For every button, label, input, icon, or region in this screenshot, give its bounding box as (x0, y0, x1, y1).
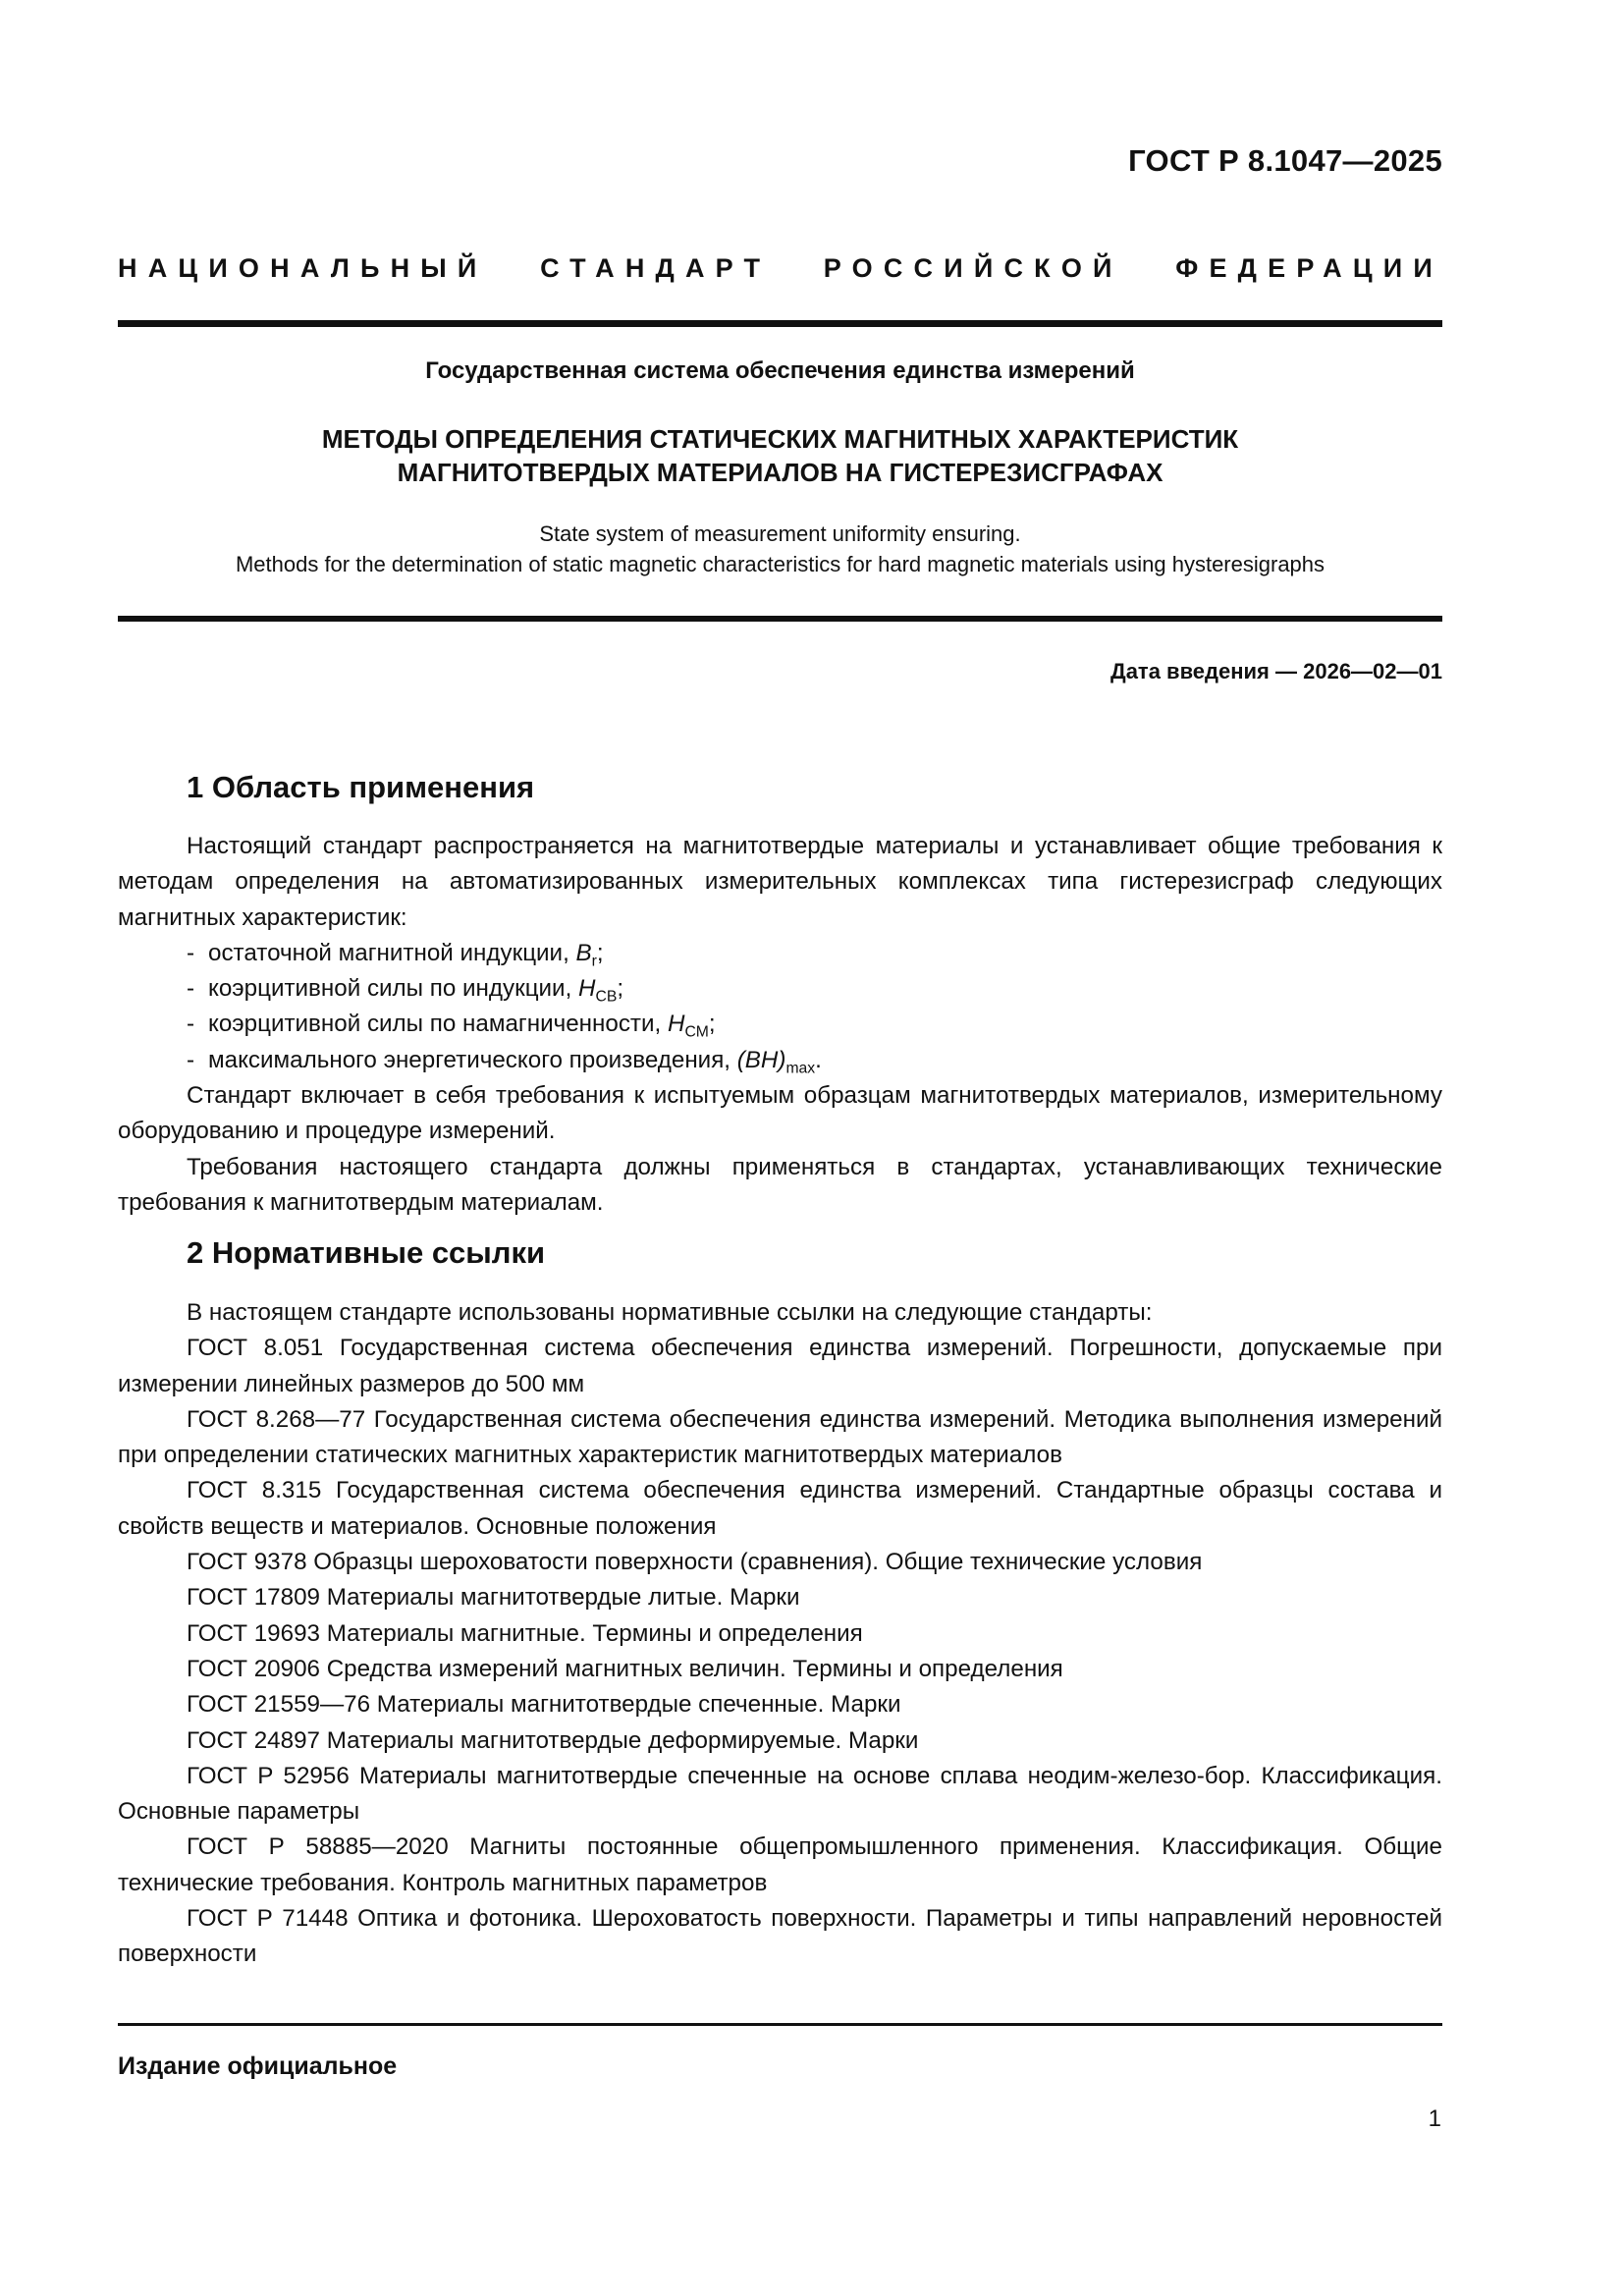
english-title-line-2: Methods for the determination of static magnetic characteristics for hard magnetic materials using hysteresigraphs (235, 552, 1325, 576)
reference-item: ГОСТ 9378 Образцы шероховатости поверхности (сравнения). Общие технические условия (187, 1549, 1203, 1576)
section-1-paragraph-2: Стандарт включает в себя требования к испытуемым образцам магнитотвердых материалов, измерительному оборудованию и процедуре измерений. (118, 1082, 1442, 1145)
title-line-1: МЕТОДЫ ОПРЕДЕЛЕНИЯ СТАТИЧЕСКИХ МАГНИТНЫХ ХАРАКТЕРИСТИК (321, 424, 1239, 454)
symbol-subscript: CB (595, 988, 618, 1006)
section-1-paragraph-3: Требования настоящего стандарта должны применяться в стандартах, устанавливающих технические требования к магнитотвердым материалам. (118, 1153, 1442, 1216)
reference-item: ГОСТ 24897 Материалы магнитотвердые деформируемые. Марки (187, 1726, 919, 1754)
characteristic-text: остаточной магнитной индукции, (208, 939, 576, 966)
characteristic-symbol: H (667, 1011, 685, 1038)
list-dash: - (187, 975, 195, 1003)
characteristics-list (118, 936, 1442, 1078)
english-title (118, 519, 1442, 579)
symbol-subscript: max (785, 1060, 816, 1077)
characteristic-text: коэрцитивной силы по намагниченности, (208, 1011, 668, 1038)
reference-item: ГОСТ Р 71448 Оптика и фотоника. Шероховатость поверхности. Параметры и типы направлений неровностей поверхности (118, 1905, 1442, 1968)
reference-item: ГОСТ 21559—76 Материалы магнитотвердые спеченные. Марки (187, 1691, 901, 1719)
introduction-date: Дата введения — 2026—02—01 (1110, 659, 1442, 683)
symbol-subscript: r (591, 953, 597, 970)
characteristic-item (118, 936, 1442, 971)
item-punctuation: ; (596, 939, 604, 966)
characteristic-text: коэрцитивной силы по индукции, (208, 975, 579, 1003)
section-2-intro: В настоящем стандарте использованы нормативные ссылки на следующие стандарты: (187, 1299, 1153, 1326)
reference-item: ГОСТ Р 52956 Материалы магнитотвердые спеченные на основе сплава неодим-железо-бор. Классификация. Основные параметры (118, 1762, 1442, 1826)
item-punctuation: ; (708, 1011, 716, 1038)
section-2-heading: 2 Нормативные ссылки (187, 1235, 546, 1270)
reference-item: ГОСТ Р 58885—2020 Магниты постоянные общепромышленного применения. Классификация. Общие технические требования. Контроль магнитных параметров (118, 1833, 1442, 1896)
list-dash: - (187, 1046, 195, 1073)
section-1-heading: 1 Область применения (187, 770, 535, 804)
title-line-2: МАГНИТОТВЕРДЫХ МАТЕРИАЛОВ НА ГИСТЕРЕЗИСГРАФАХ (397, 458, 1163, 487)
characteristic-text: максимального энергетического произведения, (208, 1046, 737, 1073)
header-rule (118, 320, 1442, 327)
gost-number: ГОСТ Р 8.1047—2025 (1128, 143, 1442, 178)
footer-rule (118, 2023, 1442, 2026)
reference-item: ГОСТ 19693 Материалы магнитные. Термины и определения (187, 1619, 863, 1647)
reference-item: ГОСТ 8.315 Государственная система обеспечения единства измерений. Стандартные образцы состава и свойств веществ и материалов. Основные положения (118, 1477, 1442, 1540)
edition-label: Издание официальное (118, 2052, 398, 2080)
symbol-subscript: CM (684, 1023, 709, 1041)
document-title (118, 422, 1442, 489)
section-1-body (118, 829, 1442, 1221)
item-punctuation: . (815, 1046, 822, 1073)
reference-item: ГОСТ 8.051 Государственная система обеспечения единства измерений. Погрешности, допускаемые при измерении линейных размеров до 500 мм (118, 1335, 1442, 1397)
list-dash: - (187, 939, 195, 966)
reference-item: ГОСТ 20906 Средства измерений магнитных величин. Термины и определения (187, 1655, 1063, 1682)
title-rule (118, 616, 1442, 622)
characteristic-item (118, 1007, 1442, 1042)
section-2-body (118, 1295, 1442, 1973)
reference-item: ГОСТ 8.268—77 Государственная система обеспечения единства измерений. Методика выполнения измерений при определении статических магнитных характеристик магнитотвердых материалов (118, 1405, 1442, 1469)
national-standard-heading: НАЦИОНАЛЬНЫЙ СТАНДАРТ РОССИЙСКОЙ ФЕДЕРАЦИИ (118, 253, 1443, 283)
reference-item: ГОСТ 17809 Материалы магнитотвердые литые. Марки (187, 1584, 800, 1612)
characteristic-item (118, 1043, 1442, 1078)
english-title-line-1: State system of measurement uniformity ensuring. (539, 521, 1021, 546)
characteristic-symbol: (BH) (736, 1046, 786, 1073)
page-number: 1 (1428, 2105, 1441, 2132)
characteristic-item (118, 971, 1442, 1007)
system-title: Государственная система обеспечения единства измерений (425, 357, 1135, 384)
characteristic-symbol: B (575, 939, 592, 966)
list-dash: - (187, 1011, 195, 1038)
references-list (118, 1331, 1442, 1972)
characteristic-symbol: H (578, 975, 596, 1003)
section-1-intro: Настоящий стандарт распространяется на магнитотвердые материалы и устанавливает общие требования к методам определения на автоматизированных измерительных комплексах типа гистерезисграф следующих магнитных характеристик: (118, 833, 1442, 931)
item-punctuation: ; (617, 975, 624, 1003)
